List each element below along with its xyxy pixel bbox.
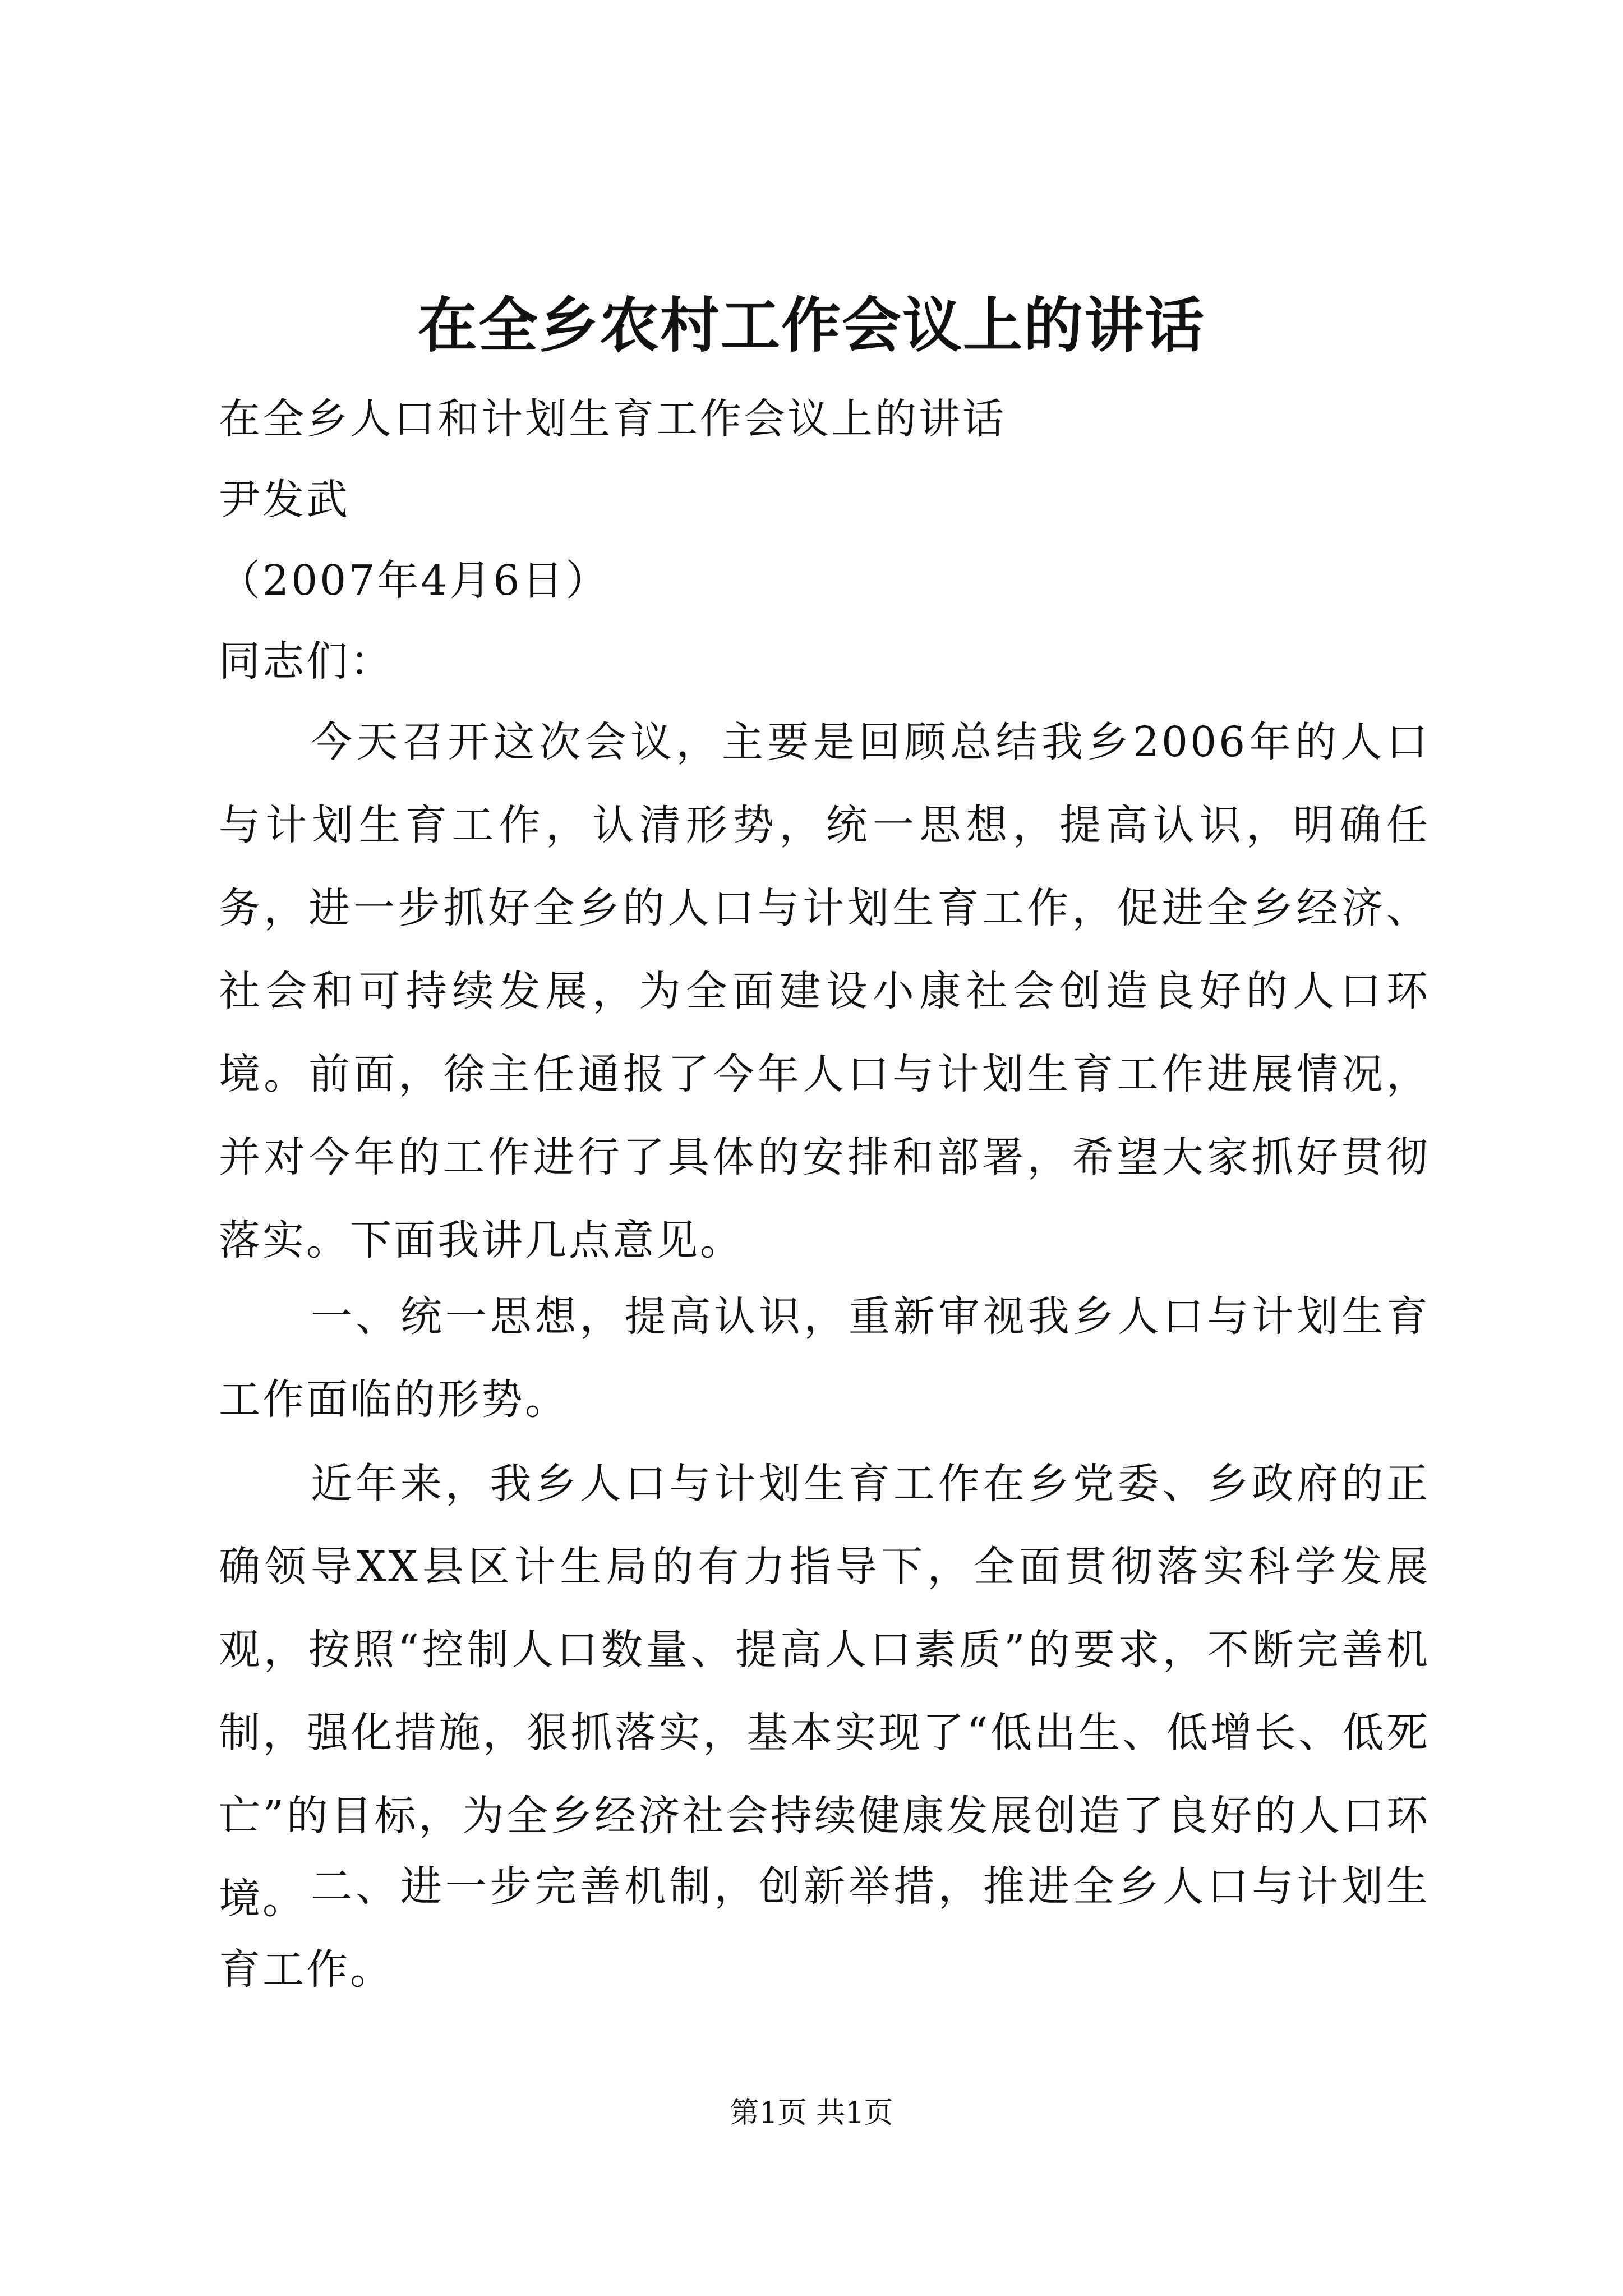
paragraph-intro: 今天召开这次会议，主要是回顾总结我乡2006年的人口与计划生育工作，认清形势，统一思想，提高认识，明确任务，进一步抓好全乡的人口与计划生育工作，促进全乡经济、社会和可持续发展，为全面建设小康社会创造良好的人口环境。前面，徐主任通报了今年人口与计划生育工作进展情况，并对今年的工作进行了具体的安排和部署，希望大家抓好贯彻落实。下面我讲几点意见。 [219,718,1430,1264]
section-heading-2: 二、进一步完善机制，创新举措，推进全乡人口与计划生育工作。 [219,1862,1430,1994]
salutation: 同志们： [219,637,394,685]
page-footer: 第1页 共1页 [730,2096,893,2130]
document-title: 在全乡农村工作会议上的讲话 [418,290,1205,360]
paragraph-situation: 近年来，我乡人口与计划生育工作在乡党委、乡政府的正确领导XX县区计生局的有力指导下，全面贯彻落实科学发展观，按照“控制人口数量、提高人口素质”的要求，不断完善机制，强化措施，狠抓落实，基本实现了“低出生、低增长、低死亡”的目标，为全乡经济社会持续健康发展创造了良好的人口环境。 [219,1460,1430,1923]
author-name: 尹发武 [219,476,350,524]
speech-date: （2007年4月6日） [219,556,610,605]
subtitle: 在全乡人口和计划生育工作会议上的讲话 [219,395,1006,443]
section-heading-1: 一、统一思想，提高认识，重新审视我乡人口与计划生育工作面临的形势。 [219,1292,1430,1424]
